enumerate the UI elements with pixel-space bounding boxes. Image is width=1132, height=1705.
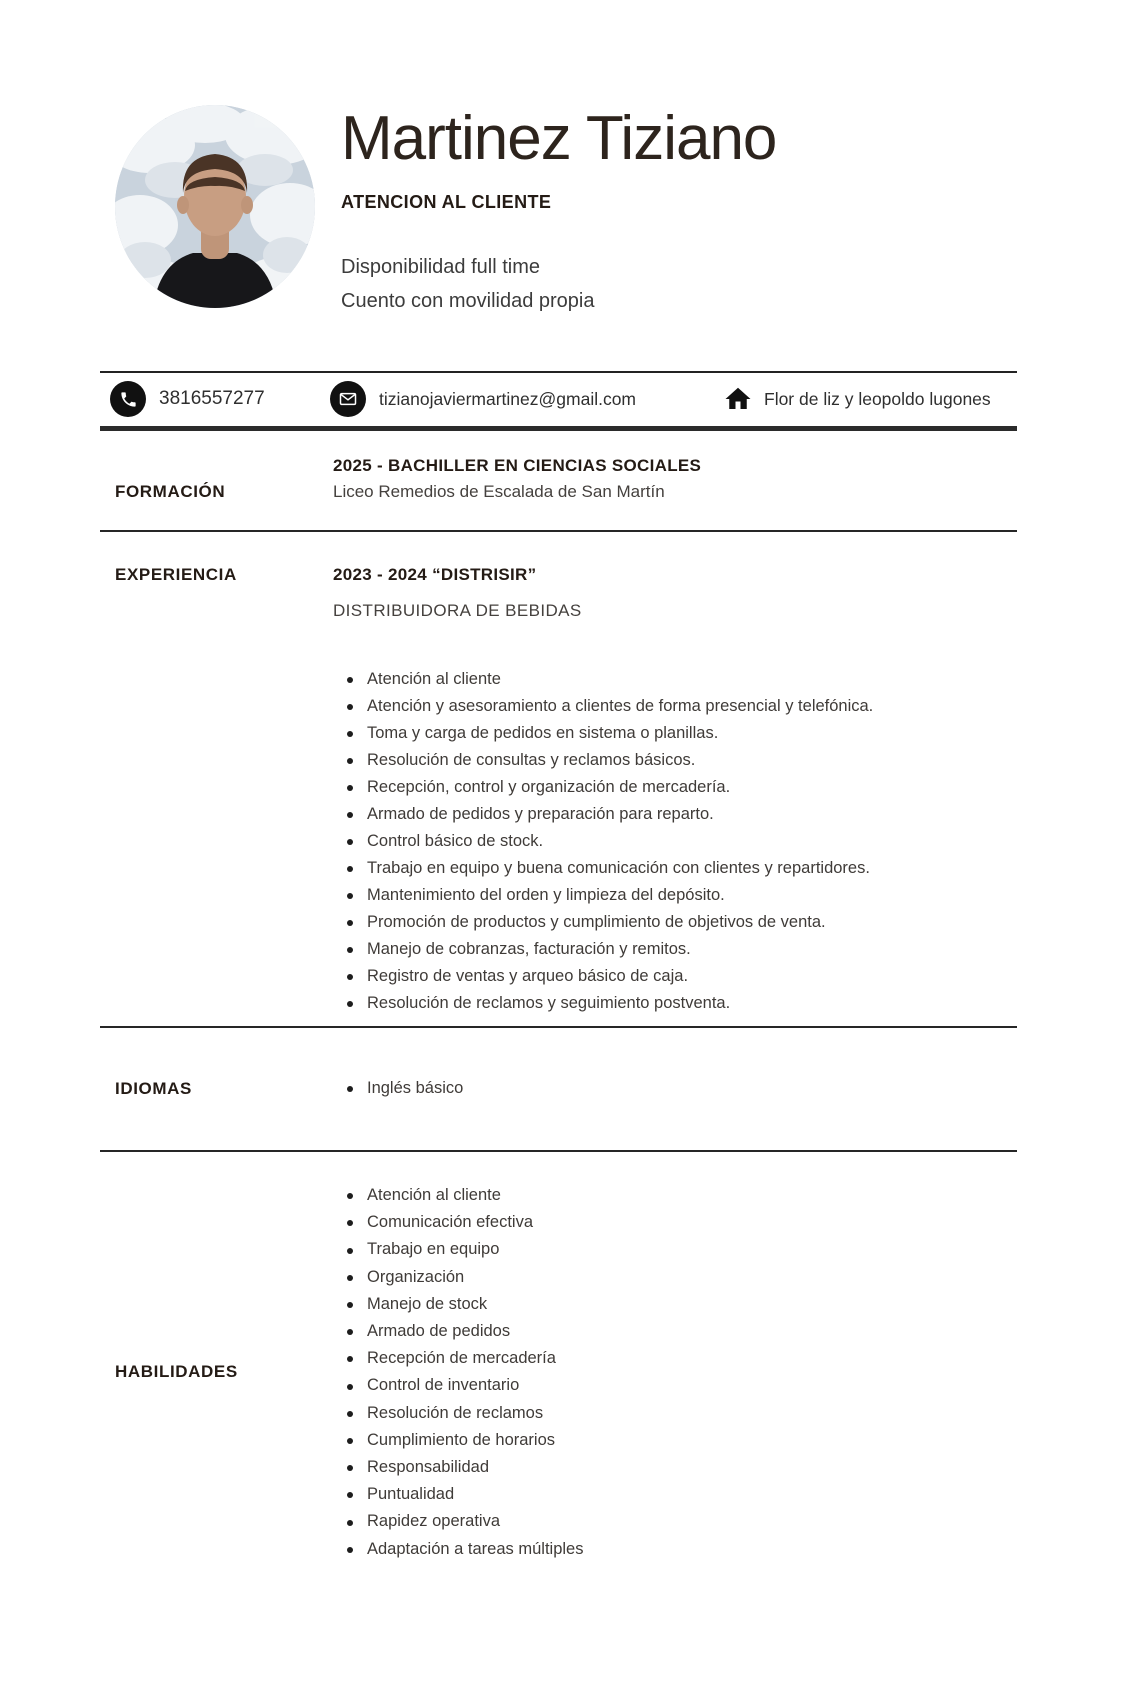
skills-list-item [333, 1318, 1017, 1345]
bullet-dot [347, 758, 353, 764]
skills-list-item [333, 1481, 1017, 1508]
bullet-dot [347, 1329, 353, 1335]
skills-list-item [333, 1427, 1017, 1454]
experience-list [333, 666, 1017, 1026]
skills-item-text: Trabajo en equipo [367, 1240, 500, 1259]
skills-list [333, 1182, 1017, 1563]
skills-list-item [333, 1454, 1017, 1481]
skills-item-text: Atención al cliente [367, 1186, 501, 1204]
bullet-dot [347, 1001, 353, 1007]
skills-item-text: Responsabilidad [367, 1458, 490, 1477]
section-formacion [100, 431, 1017, 530]
experiencia-body [333, 562, 1017, 1026]
bullet-dot [347, 947, 353, 953]
experience-list-item [333, 693, 1017, 720]
section-label-idiomas: IDIOMAS [115, 1078, 192, 1098]
bullet-dot [347, 1248, 353, 1254]
phone-number: 3816557277 [159, 388, 265, 409]
bullet-dot [347, 974, 353, 980]
bullet-dot [347, 866, 353, 872]
bullet-dot [347, 1438, 353, 1444]
header [100, 105, 1017, 318]
section-habilidades [100, 1152, 1017, 1563]
contact-address [723, 384, 1017, 414]
profile-photo [115, 105, 315, 308]
experience-item-text: Registro de ventas y arqueo básico de caja. [367, 967, 689, 985]
bullet-dot [347, 1411, 353, 1417]
idiomas-list [333, 1075, 1017, 1102]
bullet-dot [347, 731, 353, 737]
skills-item-text: Rapidez operativa [367, 1512, 500, 1531]
resume-page [0, 105, 1132, 1563]
home-icon [723, 384, 753, 414]
skills-item-text: Control de inventario [367, 1376, 520, 1395]
bullet-dot [347, 1193, 353, 1199]
availability-note [341, 250, 776, 318]
bullet-dot [347, 1220, 353, 1226]
bullet-dot [347, 1302, 353, 1308]
skills-item-text: Organización [367, 1267, 465, 1286]
phone-icon [110, 381, 146, 417]
section-idiomas [100, 1028, 1017, 1150]
experience-list-item [333, 666, 1017, 693]
job-title: ATENCION AL CLIENTE [341, 192, 552, 212]
skills-item-text: Cumplimiento de horarios [367, 1430, 556, 1449]
contact-bar [100, 371, 1017, 431]
skills-list-item [333, 1372, 1017, 1399]
bullet-dot [347, 812, 353, 818]
experience-item-text: Mantenimiento del orden y limpieza del depósito. [367, 886, 725, 904]
experience-item-text: Atención y asesoramiento a clientes de forma presencial y telefónica. [367, 697, 874, 715]
experience-item-text: Resolución de consultas y reclamos básicos. [367, 751, 696, 769]
experience-list-item [333, 828, 1017, 855]
habilidades-body [333, 1182, 1017, 1563]
experience-item-text: Trabajo en equipo y buena comunicación con clientes y repartidores. [367, 859, 870, 877]
availability-line-1: Disponibilidad full time [341, 256, 540, 278]
experience-list-item [333, 747, 1017, 774]
skills-item-text: Manejo de stock [367, 1294, 488, 1313]
skills-list-item [333, 1182, 1017, 1209]
experience-list-item [333, 936, 1017, 963]
skills-list-item [333, 1345, 1017, 1372]
bullet-dot [347, 785, 353, 791]
envelope-icon [330, 381, 366, 417]
skills-item-text: Comunicación efectiva [367, 1213, 533, 1232]
bullet-dot [347, 920, 353, 926]
skills-item-text: Armado de pedidos [367, 1322, 511, 1341]
bullet-dot [347, 1520, 353, 1526]
section-label-habilidades: HABILIDADES [115, 1362, 238, 1382]
bullet-dot [347, 677, 353, 683]
experience-item-text: Promoción de productos y cumplimiento de objetivos de venta. [367, 913, 826, 931]
experience-list-item [333, 963, 1017, 990]
experience-list-item [333, 774, 1017, 801]
bullet-dot [347, 1465, 353, 1471]
profile-photo-image [115, 105, 315, 308]
skills-item-text: Adaptación a tareas múltiples [367, 1539, 584, 1558]
experiencia-subheading: DISTRIBUIDORA DE BEBIDAS [333, 601, 582, 620]
experience-list-item [333, 990, 1017, 1017]
address-text: Flor de liz y leopoldo lugones [764, 388, 991, 409]
experience-list-item [333, 801, 1017, 828]
bullet-dot [347, 1356, 353, 1362]
experience-item-text: Resolución de reclamos y seguimiento postventa. [367, 994, 731, 1012]
section-experiencia [100, 532, 1017, 1026]
formacion-body [333, 453, 1017, 530]
section-label-experiencia: EXPERIENCIA [115, 565, 237, 584]
skills-item-text: Recepción de mercadería [367, 1349, 556, 1368]
idiomas-item-text: Inglés básico [367, 1079, 464, 1097]
formacion-subheading: Liceo Remedios de Escalada de San Martín [333, 482, 665, 501]
experience-item-text: Atención al cliente [367, 670, 501, 688]
skills-list-item [333, 1536, 1017, 1563]
availability-line-2: Cuento con movilidad propia [341, 290, 595, 312]
experience-item-text: Toma y carga de pedidos en sistema o planillas. [367, 724, 719, 742]
bullet-dot [347, 704, 353, 710]
experience-item-text: Control básico de stock. [367, 832, 544, 850]
experience-list-item [333, 720, 1017, 747]
formacion-heading: 2025 - BACHILLER EN CIENCIAS SOCIALES [333, 456, 702, 475]
bullet-dot [347, 1492, 353, 1498]
contact-phone [110, 381, 330, 417]
experience-item-text: Recepción, control y organización de mercadería. [367, 778, 731, 796]
experience-list-item [333, 855, 1017, 882]
skills-item-text: Resolución de reclamos [367, 1403, 544, 1422]
bullet-dot [347, 839, 353, 845]
email-address: tizianojaviermartinez@gmail.com [379, 388, 637, 409]
experience-item-text: Manejo de cobranzas, facturación y remitos. [367, 940, 691, 958]
experience-list-item [333, 909, 1017, 936]
idiomas-list-item [333, 1075, 1017, 1102]
bullet-dot [347, 1547, 353, 1553]
person-name: Martinez Tiziano [341, 104, 777, 173]
skills-list-item [333, 1508, 1017, 1535]
skills-list-item [333, 1400, 1017, 1427]
idiomas-body [333, 1075, 1017, 1102]
experiencia-heading: 2023 - 2024 “DISTRISIR” [333, 565, 537, 584]
bullet-dot [347, 1275, 353, 1281]
contact-email [330, 381, 723, 417]
header-text [341, 105, 776, 318]
section-label-formacion: FORMACIÓN [115, 481, 226, 501]
experience-item-text: Armado de pedidos y preparación para reparto. [367, 805, 714, 823]
skills-list-item [333, 1291, 1017, 1318]
skills-list-item [333, 1209, 1017, 1236]
skills-item-text: Puntualidad [367, 1485, 455, 1504]
bullet-dot [347, 1384, 353, 1390]
bullet-dot [347, 1086, 353, 1092]
skills-list-item [333, 1236, 1017, 1263]
skills-list-item [333, 1264, 1017, 1291]
bullet-dot [347, 893, 353, 899]
experience-list-item [333, 882, 1017, 909]
